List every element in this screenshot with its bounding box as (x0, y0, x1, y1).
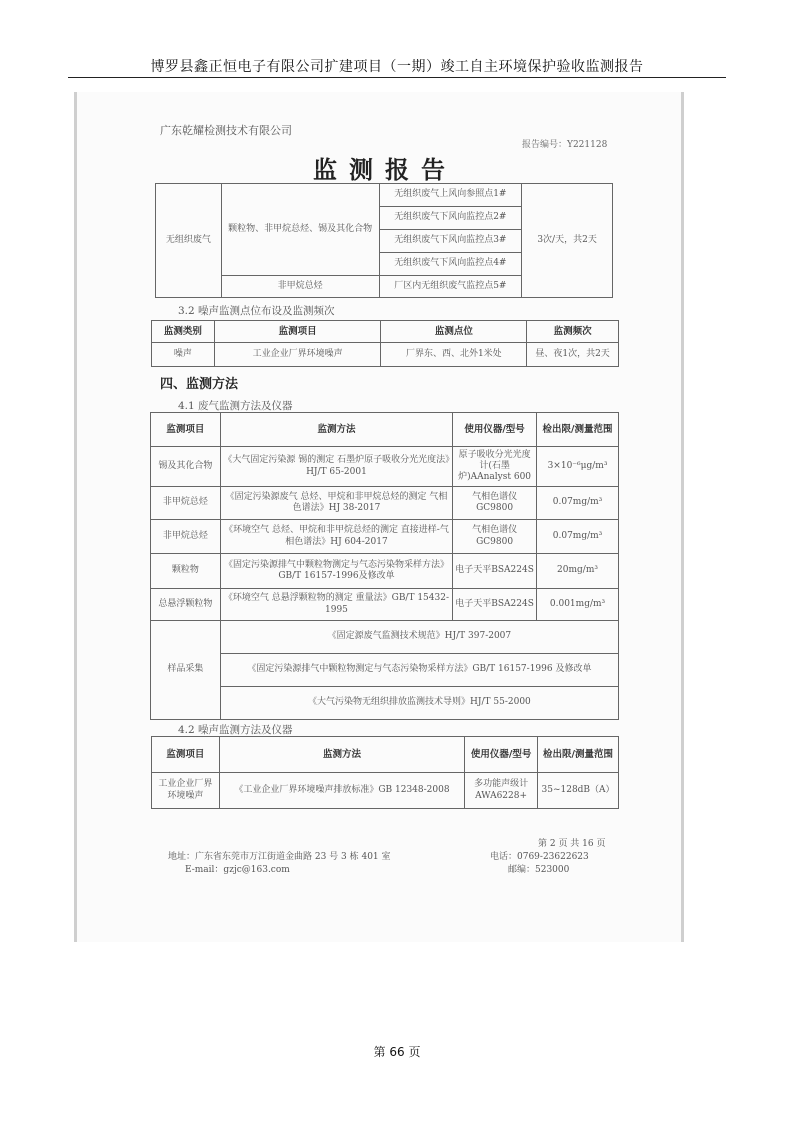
point-cell: 无组织废气下风向监控点4# (379, 253, 522, 276)
table-header: 使用仪器/型号 (453, 413, 537, 447)
table-cell: 35~128dB（A） (538, 773, 619, 809)
footer-postcode: 邮编：523000 (508, 865, 570, 875)
table-cell: 《固定污染源排气中颗粒物测定与气态污染物采样方法》GB/T 16157-1996及修改单 (220, 554, 452, 589)
table-header: 监测项目 (214, 321, 381, 343)
table-cell: 气相色谱仪GC9800 (453, 487, 537, 520)
table-cell: 0.07mg/m³ (537, 520, 619, 554)
table-cell: 颗粒物 (151, 554, 221, 589)
table-cell: 0.001mg/m³ (537, 589, 619, 621)
company-name: 广东乾耀检测技术有限公司 (160, 124, 292, 137)
section-4-1-title: 4.1 废气监测方法及仪器 (178, 400, 293, 412)
header-divider (68, 77, 726, 78)
table-cell: 电子天平BSA224S (453, 589, 537, 621)
report-title: 监测报告 (313, 155, 457, 184)
sampling-standard: 《固定污染源排气中颗粒物测定与气态污染物采样方法》GB/T 16157-1996 及修改单 (220, 654, 618, 687)
point-cell: 无组织废气上风向参照点1# (379, 184, 522, 207)
table-header: 监测项目 (152, 737, 220, 773)
table-cell: 噪声 (152, 343, 215, 367)
table-cell: 《工业企业厂界环境噪声排放标准》GB 12348-2008 (219, 773, 464, 809)
frequency-cell: 3次/天，共2天 (522, 184, 613, 298)
table-header: 监测项目 (151, 413, 221, 447)
table-cell: 昼、夜1次，共2天 (527, 343, 619, 367)
table-cell: 锡及其化合物 (151, 447, 221, 487)
table-header: 使用仪器/型号 (465, 737, 538, 773)
unorganized-gas-table (155, 183, 613, 298)
table-cell: 20mg/m³ (537, 554, 619, 589)
footer-phone: 电话：0769-23622623 (490, 852, 589, 862)
point-cell: 无组织废气下风向监控点2# (379, 207, 522, 230)
table-header: 检出限/测量范围 (538, 737, 619, 773)
table-cell: 《环境空气 总烃、甲烷和非甲烷总烃的测定 直接进样-气相色谱法》HJ 604-2017 (220, 520, 452, 554)
table-cell: 电子天平BSA224S (453, 554, 537, 589)
gas-method-table (150, 412, 619, 720)
scan-edge-right (681, 92, 684, 942)
table-header: 监测频次 (527, 321, 619, 343)
section-4-2-title: 4.2 噪声监测方法及仪器 (178, 724, 293, 736)
point-cell: 厂区内无组织废气监控点5# (379, 276, 522, 298)
item-cell: 颗粒物、非甲烷总烃、锡及其化合物 (221, 184, 379, 276)
sampling-standard: 《固定源废气监测技术规范》HJ/T 397-2007 (220, 621, 618, 654)
table-cell: 总悬浮颗粒物 (151, 589, 221, 621)
table-cell: 《环境空气 总悬浮颗粒物的测定 重量法》GB/T 15432-1995 (220, 589, 452, 621)
table-header: 监测方法 (220, 413, 452, 447)
noise-method-table (151, 736, 619, 809)
page-number: 第 66 页 (373, 1045, 421, 1059)
table-cell: 非甲烷总烃 (151, 487, 221, 520)
category-cell: 无组织废气 (156, 184, 222, 298)
sampling-standard: 《大气污染物无组织排放监测技术导则》HJ/T 55-2000 (220, 687, 618, 720)
table-header: 监测点位 (381, 321, 527, 343)
table-cell: 《大气固定污染源 锡的测定 石墨炉原子吸收分光光度法》HJ/T 65-2001 (220, 447, 452, 487)
noise-frequency-table (151, 320, 619, 367)
table-header: 监测类别 (152, 321, 215, 343)
table-cell: 3×10⁻⁶μg/m³ (537, 447, 619, 487)
table-cell: 工业企业厂界环境噪声 (214, 343, 381, 367)
table-cell: 多功能声级计AWA6228+ (465, 773, 538, 809)
table-cell: 厂界东、西、北外1米处 (381, 343, 527, 367)
table-header: 检出限/测量范围 (537, 413, 619, 447)
table-cell: 工业企业厂界环境噪声 (152, 773, 220, 809)
footer-email: E-mail：gzjc@163.com (185, 865, 290, 875)
table-cell: 0.07mg/m³ (537, 487, 619, 520)
table-header: 监测方法 (219, 737, 464, 773)
report-number: 报告编号：Y221128 (522, 140, 608, 150)
section-4-title: 四、监测方法 (160, 377, 239, 392)
section-3-2-title: 3.2 噪声监测点位布设及监测频次 (178, 305, 335, 317)
table-cell: 《固定污染源废气 总烃、甲烷和非甲烷总烃的测定 气相色谱法》HJ 38-2017 (220, 487, 452, 520)
sampling-label: 样品采集 (151, 621, 221, 720)
footer-address: 地址：广东省东莞市万江街道金曲路 23 号 3 栋 401 室 (168, 852, 391, 862)
table-cell: 原子吸收分光光度计(石墨炉)AAnalyst 600 (453, 447, 537, 487)
report-page-count: 第 2 页 共 16 页 (538, 839, 606, 849)
scan-edge-left (74, 92, 77, 942)
table-cell: 气相色谱仪GC9800 (453, 520, 537, 554)
point-cell: 无组织废气下风向监控点3# (379, 230, 522, 253)
item-cell: 非甲烷总烃 (221, 276, 379, 298)
document-header-title: 博罗县鑫正恒电子有限公司扩建项目（一期）竣工自主环境保护验收监测报告 (150, 59, 644, 75)
table-cell: 非甲烷总烃 (151, 520, 221, 554)
